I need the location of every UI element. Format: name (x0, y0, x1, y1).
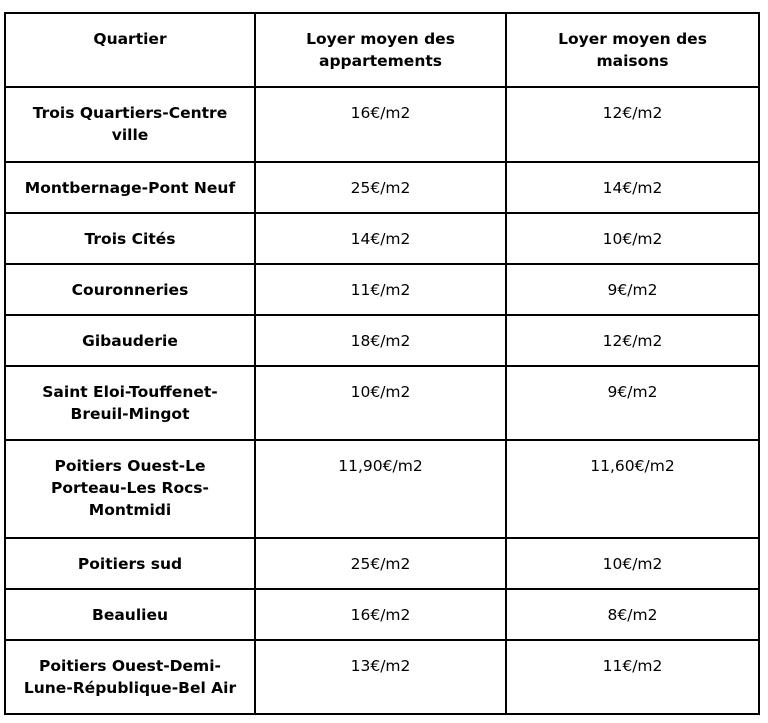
appartements-cell: 13€/m2 (255, 640, 506, 714)
maisons-cell: 10€/m2 (506, 213, 759, 264)
quartier-cell: Trois Cités (5, 213, 255, 264)
header-appartements: Loyer moyen des appartements (255, 13, 506, 87)
header-quartier: Quartier (5, 13, 255, 87)
quartier-cell: Montbernage-Pont Neuf (5, 162, 255, 213)
appartements-cell: 16€/m2 (255, 87, 506, 162)
maisons-cell: 8€/m2 (506, 589, 759, 640)
header-maisons: Loyer moyen des maisons (506, 13, 759, 87)
maisons-cell: 10€/m2 (506, 538, 759, 589)
maisons-cell: 9€/m2 (506, 366, 759, 440)
quartier-cell: Beaulieu (5, 589, 255, 640)
table-row (5, 366, 759, 440)
quartier-cell: Poitiers sud (5, 538, 255, 589)
appartements-cell: 25€/m2 (255, 538, 506, 589)
header-row (5, 13, 759, 87)
table-body (5, 87, 759, 714)
table-row (5, 162, 759, 213)
table-row (5, 538, 759, 589)
rent-table (4, 12, 760, 715)
table-header (5, 13, 759, 87)
table-row (5, 315, 759, 366)
quartier-cell: Gibauderie (5, 315, 255, 366)
quartier-cell: Poitiers Ouest-Le Porteau-Les Rocs-Montmidi (5, 440, 255, 538)
maisons-cell: 12€/m2 (506, 87, 759, 162)
quartier-cell: Poitiers Ouest-Demi-Lune-République-Bel Air (5, 640, 255, 714)
table-row (5, 213, 759, 264)
maisons-cell: 11€/m2 (506, 640, 759, 714)
appartements-cell: 25€/m2 (255, 162, 506, 213)
quartier-cell: Couronneries (5, 264, 255, 315)
table-row (5, 264, 759, 315)
appartements-cell: 10€/m2 (255, 366, 506, 440)
appartements-cell: 11,90€/m2 (255, 440, 506, 538)
quartier-cell: Saint Eloi-Touffenet-Breuil-Mingot (5, 366, 255, 440)
appartements-cell: 18€/m2 (255, 315, 506, 366)
table-row (5, 440, 759, 538)
maisons-cell: 12€/m2 (506, 315, 759, 366)
maisons-cell: 9€/m2 (506, 264, 759, 315)
maisons-cell: 11,60€/m2 (506, 440, 759, 538)
appartements-cell: 11€/m2 (255, 264, 506, 315)
table-row (5, 589, 759, 640)
appartements-cell: 14€/m2 (255, 213, 506, 264)
appartements-cell: 16€/m2 (255, 589, 506, 640)
quartier-cell: Trois Quartiers-Centre ville (5, 87, 255, 162)
table-row (5, 87, 759, 162)
maisons-cell: 14€/m2 (506, 162, 759, 213)
table-row (5, 640, 759, 714)
